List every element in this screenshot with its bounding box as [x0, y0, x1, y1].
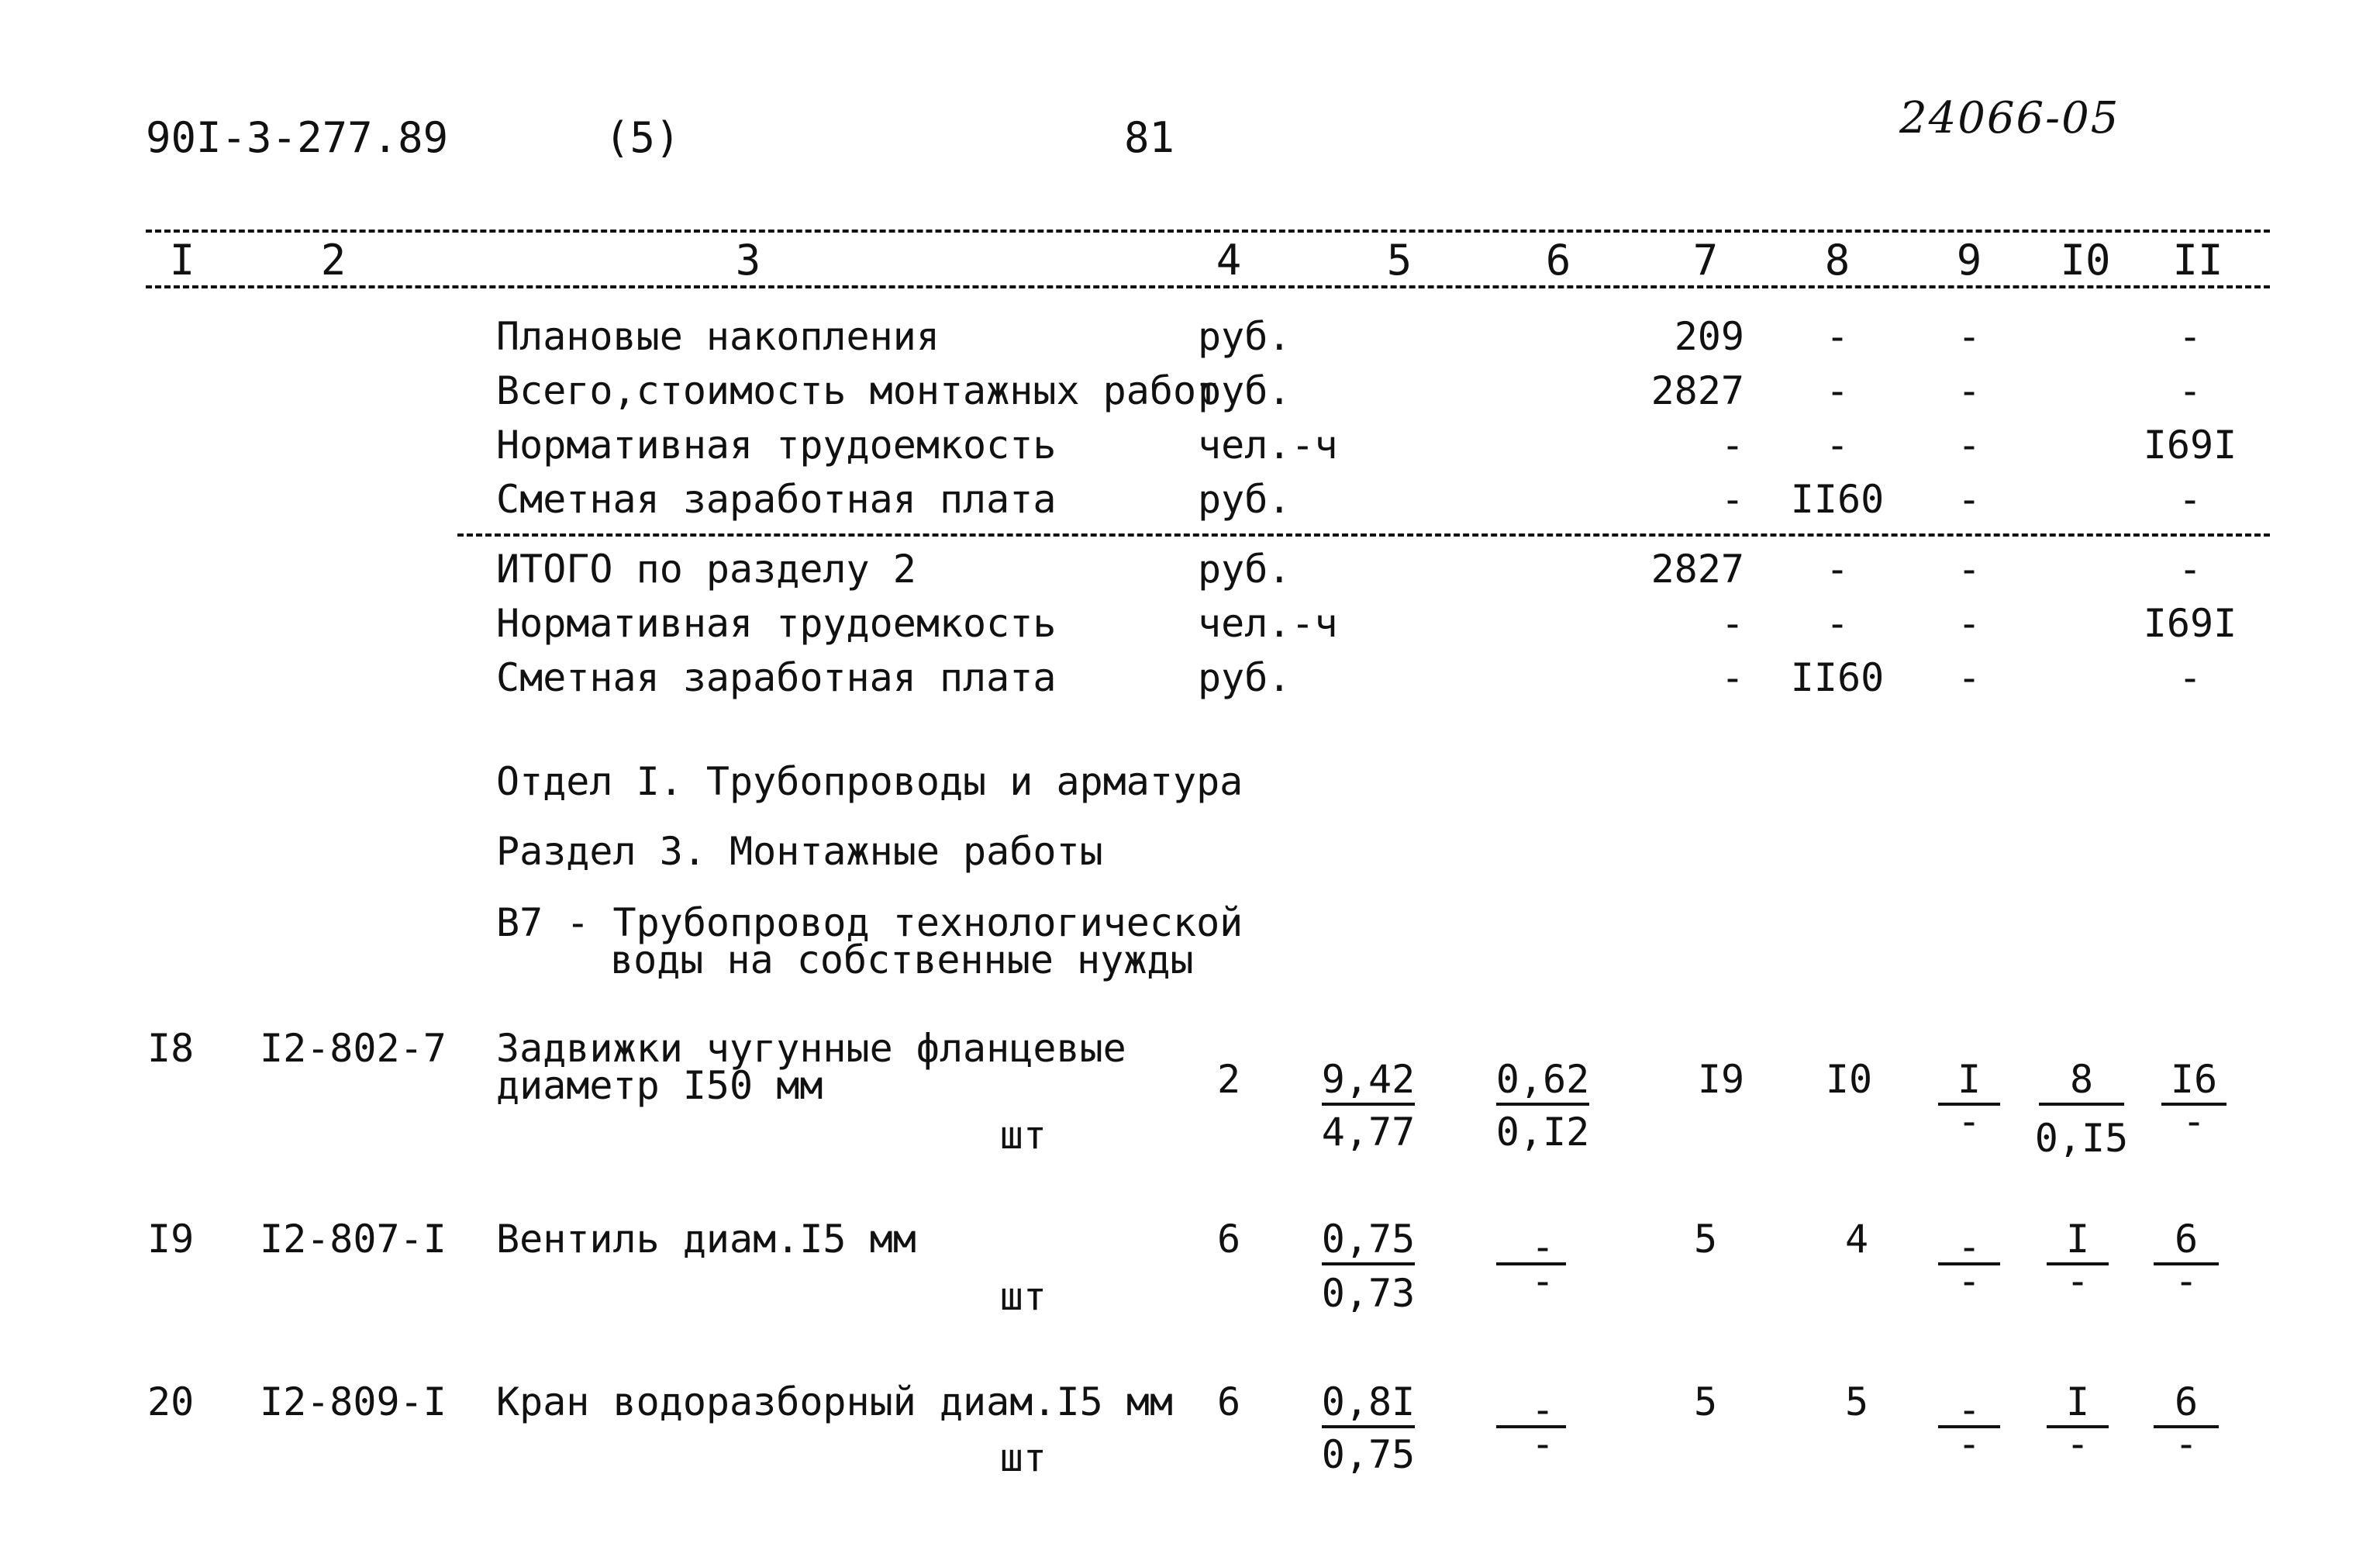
summary2-name: ИТОГО по разделу 2 — [496, 547, 916, 592]
row-name-line2: диаметр I50 мм — [496, 1063, 823, 1108]
col-header-7: 7 — [1692, 236, 1719, 285]
col-header-10: I0 — [2060, 236, 2111, 285]
summary1-col11: - — [2178, 477, 2202, 522]
summary1-col9: - — [1957, 314, 1982, 359]
page-number: 81 — [1124, 113, 1175, 162]
summary-divider-rule — [457, 533, 2270, 537]
summary1-col11: - — [2178, 314, 2202, 359]
summary1-unit: руб. — [1198, 477, 1292, 522]
summary2-col8: - — [1825, 601, 1850, 646]
col5-bottom: 0,73 — [1321, 1271, 1416, 1316]
header-bottom-rule — [146, 285, 2270, 288]
summary1-unit: руб. — [1198, 314, 1292, 359]
col10-fraction-bar — [2039, 1103, 2124, 1106]
row-name-line1: Вентиль диам.I5 мм — [496, 1217, 916, 1262]
summary1-name: Сметная заработная плата — [496, 477, 1057, 522]
col10-bottom: - — [2065, 1421, 2090, 1466]
col10-bottom: - — [2065, 1258, 2090, 1303]
col10-top: I — [2065, 1379, 2090, 1424]
col8-value: 4 — [1844, 1217, 1869, 1262]
summary1-col11: - — [2178, 368, 2202, 413]
col9-bottom: - — [1957, 1421, 1982, 1466]
summary1-col7: 2827 — [1650, 368, 1744, 413]
col-header-3: 3 — [735, 236, 761, 285]
row-quantity: 6 — [1216, 1379, 1241, 1424]
summary2-col8: - — [1825, 547, 1850, 592]
col6-bottom: - — [1530, 1258, 1555, 1303]
col-header-4: 4 — [1216, 236, 1242, 285]
col11-top: I6 — [2170, 1057, 2218, 1102]
summary1-col7: - — [1720, 423, 1744, 468]
summary2-col8: II60 — [1790, 655, 1885, 700]
col9-bottom: - — [1957, 1099, 1982, 1144]
col8-value: I0 — [1825, 1057, 1873, 1102]
row-quantity: 2 — [1216, 1057, 1241, 1102]
summary1-col8: II60 — [1790, 477, 1885, 522]
col-header-8: 8 — [1824, 236, 1851, 285]
col11-bottom: - — [2174, 1258, 2199, 1303]
summary1-col11: I69I — [2143, 423, 2237, 468]
col6-bottom: 0,I2 — [1495, 1110, 1590, 1155]
col9-top: - — [1957, 1224, 1982, 1269]
row-code: I2-807-I — [260, 1217, 447, 1262]
summary1-name: Плановые накопления — [496, 314, 940, 359]
row-unit: шт — [999, 1435, 1047, 1480]
row-number: I9 — [147, 1217, 195, 1262]
col8-value: 5 — [1844, 1379, 1869, 1424]
summary1-col8: - — [1825, 314, 1850, 359]
col-header-2: 2 — [320, 236, 347, 285]
col11-bottom: - — [2174, 1421, 2199, 1466]
summary2-col7: - — [1720, 655, 1744, 700]
col10-bottom: 0,I5 — [2034, 1116, 2129, 1161]
summary1-name: Нормативная трудоемкость — [496, 423, 1057, 468]
sheet-reference: (5) — [605, 113, 681, 162]
col5-bottom: 0,75 — [1321, 1432, 1416, 1477]
col5-top: 0,75 — [1321, 1217, 1416, 1262]
col11-top: 6 — [2174, 1217, 2199, 1262]
col-header-1: I — [169, 236, 195, 285]
col-header-5: 5 — [1386, 236, 1412, 285]
summary1-col9: - — [1957, 368, 1982, 413]
summary2-col9: - — [1957, 655, 1982, 700]
col5-fraction-bar — [1322, 1425, 1415, 1428]
col11-bottom: - — [2182, 1099, 2206, 1144]
col11-top: 6 — [2174, 1379, 2199, 1424]
summary1-col8: - — [1825, 368, 1850, 413]
summary2-col11: - — [2178, 655, 2202, 700]
summary2-col9: - — [1957, 547, 1982, 592]
col-header-11: II — [2172, 236, 2223, 285]
summary1-col7: 209 — [1674, 314, 1744, 359]
col9-top: I — [1957, 1057, 1982, 1102]
summary1-unit: чел.-ч — [1198, 423, 1338, 468]
row-name-line1: Кран водоразборный диам.I5 мм — [496, 1379, 1173, 1424]
row-name-line1: Задвижки чугунные фланцевые — [496, 1026, 1126, 1071]
handwritten-code: 24066-05 — [1899, 93, 2120, 143]
row-number: I8 — [147, 1026, 195, 1071]
col6-bottom: - — [1530, 1421, 1555, 1466]
summary2-unit: руб. — [1198, 655, 1292, 700]
summary1-unit: руб. — [1198, 368, 1292, 413]
row-number: 20 — [147, 1379, 195, 1424]
summary1-col7: - — [1720, 477, 1744, 522]
col6-top: 0,62 — [1495, 1057, 1590, 1102]
col10-top: I — [2065, 1217, 2090, 1262]
subsection-heading-line1: В7 - Трубопровод технологической — [496, 900, 1243, 945]
summary2-col11: - — [2178, 547, 2202, 592]
summary2-col7: - — [1720, 601, 1744, 646]
col9-top: - — [1957, 1387, 1982, 1432]
summary1-name: Всего,стоимость монтажных работ — [496, 368, 1220, 413]
summary2-name: Сметная заработная плата — [496, 655, 1057, 700]
col9-bottom: - — [1957, 1258, 1982, 1303]
col5-top: 9,42 — [1321, 1057, 1416, 1102]
summary1-col8: - — [1825, 423, 1850, 468]
summary1-col9: - — [1957, 477, 1982, 522]
subsection-heading-line2: воды на собственные нужды — [610, 937, 1194, 982]
row-unit: шт — [999, 1274, 1047, 1319]
col6-fraction-bar — [1496, 1103, 1589, 1106]
document-number: 90I-3-277.89 — [146, 113, 449, 162]
header-top-rule — [146, 230, 2270, 233]
row-unit: шт — [999, 1113, 1047, 1158]
col-header-6: 6 — [1545, 236, 1571, 285]
section-heading: Раздел 3. Монтажные работы — [496, 829, 1103, 874]
col6-top: - — [1530, 1224, 1555, 1269]
col5-fraction-bar — [1322, 1103, 1415, 1106]
row-code: I2-809-I — [260, 1379, 447, 1424]
col7-value: 5 — [1693, 1217, 1718, 1262]
col10-top: 8 — [2069, 1057, 2094, 1102]
summary2-col9: - — [1957, 601, 1982, 646]
col7-value: I9 — [1697, 1057, 1745, 1102]
col7-value: 5 — [1693, 1379, 1718, 1424]
summary1-col9: - — [1957, 423, 1982, 468]
summary2-unit: чел.-ч — [1198, 601, 1338, 646]
col5-fraction-bar — [1322, 1262, 1415, 1265]
row-code: I2-802-7 — [260, 1026, 447, 1071]
summary2-col11: I69I — [2143, 601, 2237, 646]
summary2-unit: руб. — [1198, 547, 1292, 592]
row-quantity: 6 — [1216, 1217, 1241, 1262]
col6-top: - — [1530, 1387, 1555, 1432]
summary2-col7: 2827 — [1650, 547, 1744, 592]
col-header-9: 9 — [1956, 236, 1982, 285]
summary2-name: Нормативная трудоемкость — [496, 601, 1057, 646]
col5-bottom: 4,77 — [1321, 1110, 1416, 1155]
department-heading: Отдел I. Трубопроводы и арматура — [496, 759, 1243, 804]
col5-top: 0,8I — [1321, 1379, 1416, 1424]
